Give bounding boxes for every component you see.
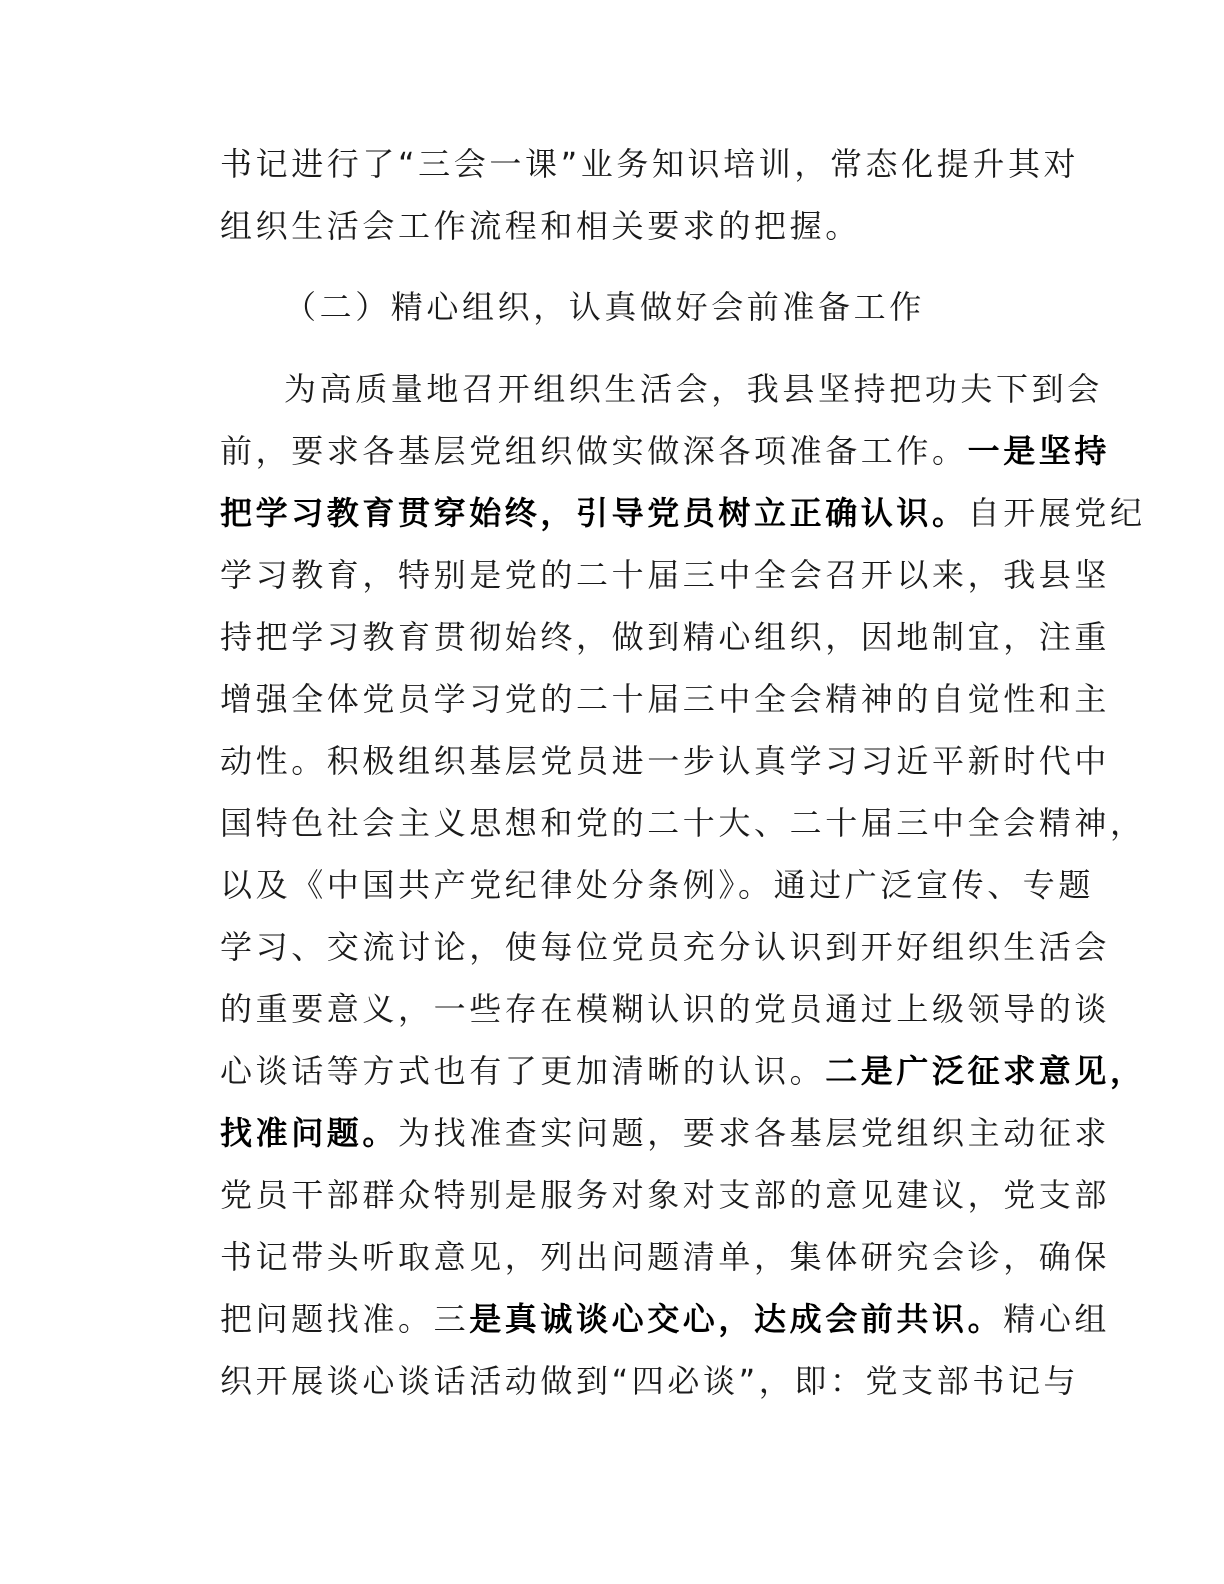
text-run: 书记带头听取意见，列出问题清单，集体研究会诊，确保	[220, 1238, 1111, 1276]
bold-text-run: 是真诚谈心交心，达成会前共识。	[469, 1300, 1004, 1338]
text-line	[220, 1164, 1110, 1226]
text-run: 书记进行了“三会一课”业务知识培训，常态化提升其对	[220, 145, 1080, 183]
text-line	[220, 730, 1110, 792]
text-run: 动性。积极组织基层党员进一步认真学习习近平新时代中	[220, 742, 1111, 780]
text-line	[220, 544, 1110, 606]
text-run: 学习、交流讨论，使每位党员充分认识到开好组织生活会	[220, 928, 1111, 966]
bold-text-run: 一是坚持	[967, 432, 1111, 470]
text-line	[220, 420, 1110, 482]
text-run: 为高质量地召开组织生活会，我县坚持把功夫下到会	[284, 370, 1103, 408]
text-line	[220, 1226, 1110, 1288]
text-run: 国特色社会主义思想和党的二十大、二十届三中全会精神，	[220, 804, 1146, 842]
text-run: 织开展谈心谈话活动做到“四必谈”，即：党支部书记与	[220, 1362, 1080, 1400]
text-line	[220, 195, 861, 257]
text-run: 党员干部群众特别是服务对象对支部的意见建议，党支部	[220, 1176, 1111, 1214]
text-run: 持把学习教育贯彻始终，做到精心组织，因地制宜，注重	[220, 618, 1111, 656]
text-run: 组织生活会工作流程和相关要求的把握。	[220, 207, 861, 245]
text-line	[220, 1102, 1110, 1164]
text-line	[220, 854, 1094, 916]
text-line	[220, 1040, 1146, 1102]
text-run: 增强全体党员学习党的二十届三中全会精神的自觉性和主	[220, 680, 1111, 718]
text-line	[220, 668, 1110, 730]
bold-text-run: 把学习教育贯穿始终，引导党员树立正确认识。	[220, 494, 968, 532]
text-line	[220, 133, 1079, 195]
text-line	[220, 1288, 1110, 1350]
heading-text: （二）精心组织，认真做好会前准备工作	[284, 288, 925, 326]
text-run: 学习教育，特别是党的二十届三中全会召开以来，我县坚	[220, 556, 1111, 594]
text-run: 前，要求各基层党组织做实做深各项准备工作。	[220, 432, 968, 470]
text-line	[284, 358, 1103, 420]
text-run: 精心组	[1003, 1300, 1111, 1338]
text-run: 自开展党纪	[967, 494, 1146, 532]
text-run: 心谈话等方式也有了更加清晰的认识。	[220, 1052, 826, 1090]
section-heading	[284, 276, 925, 338]
text-line	[220, 792, 1146, 854]
text-line	[220, 978, 1110, 1040]
text-line	[220, 606, 1110, 668]
text-line	[220, 482, 1146, 544]
bold-text-run: 二是广泛征求意见，	[825, 1052, 1146, 1090]
text-run: 为找准查实问题，要求各基层党组织主动征求	[398, 1114, 1111, 1152]
text-run: 以及《中国共产党纪律处分条例》。通过广泛宣传、专题	[220, 866, 1095, 904]
text-line	[220, 916, 1110, 978]
text-run: 的重要意义，一些存在模糊认识的党员通过上级领导的谈	[220, 990, 1111, 1028]
bold-text-run: 找准问题。	[220, 1114, 399, 1152]
text-line	[220, 1350, 1079, 1412]
text-run: 把问题找准。三	[220, 1300, 470, 1338]
